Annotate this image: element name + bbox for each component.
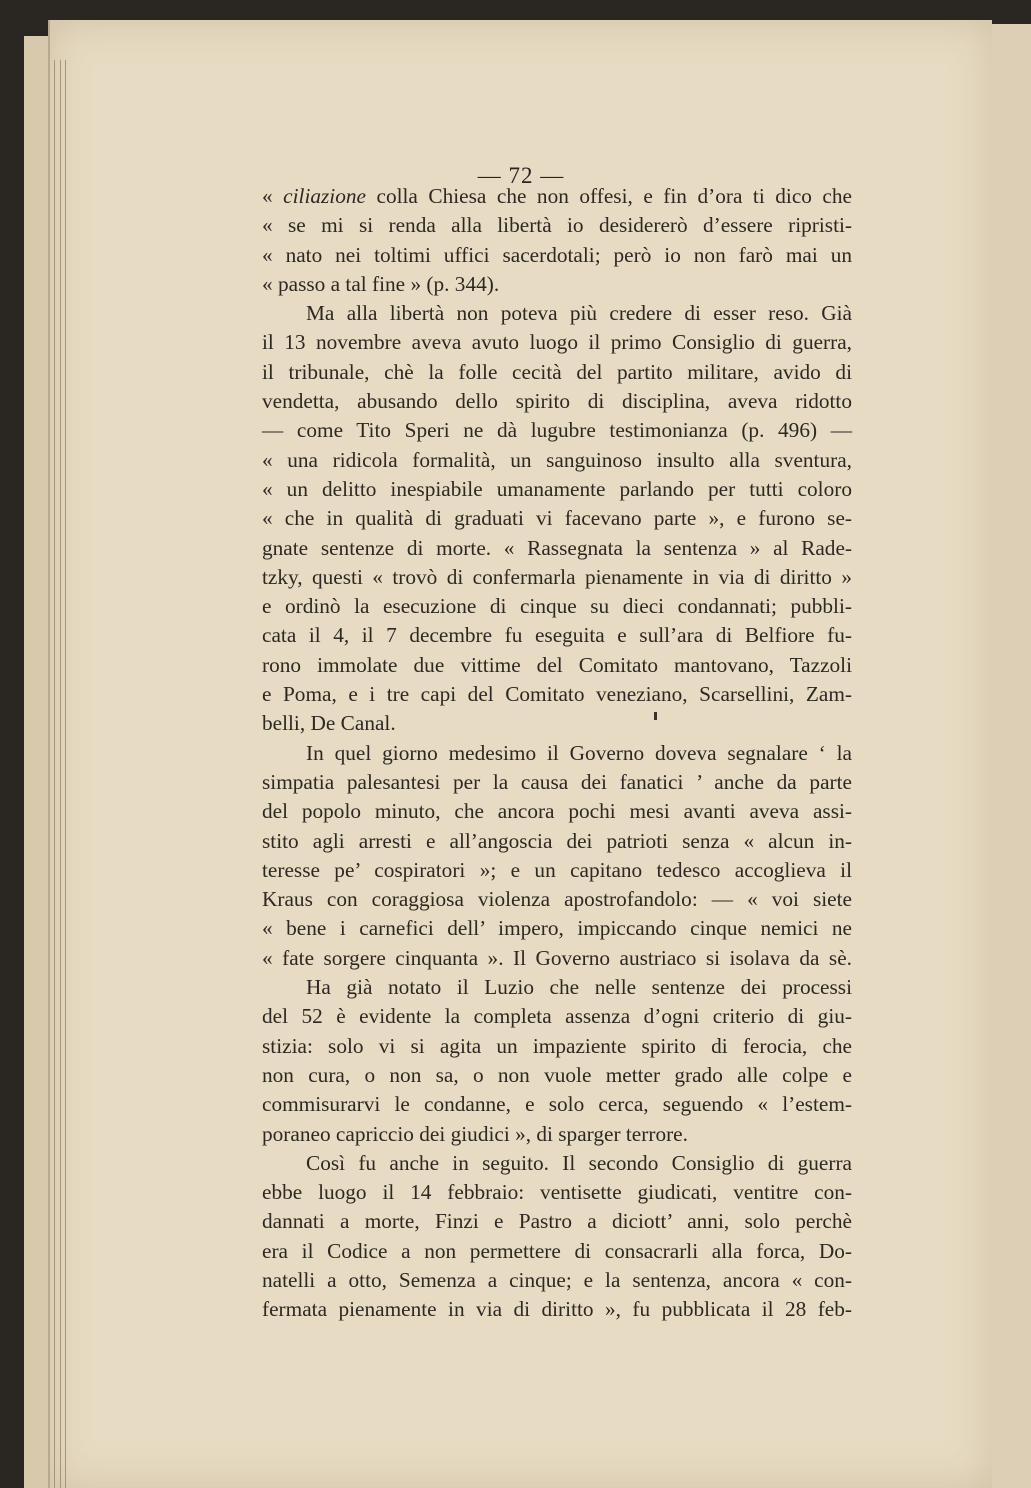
text-fragment: Ma alla libertà non poteva più credere di esser reso. Già [306,301,852,326]
text-fragment: vendetta, abusando dello spirito di disciplina, aveva ridotto [262,389,852,414]
text-fragment: non cura, o non sa, o non vuole metter grado alle colpe e [262,1062,852,1087]
text-fragment: rono immolate due vittime del Comitato mantovano, Tazzoli [262,652,852,677]
text-fragment: e ordinò la esecuzione di cinque su dieci condannati; pubbli- [262,594,852,619]
text-line [262,621,852,650]
text-fragment: stizia: solo vi si agita un impaziente spirito di ferocia, che [262,1033,852,1058]
text-fragment: simpatia palesantesi per la causa dei fanatici ’ anche da parte [262,769,852,794]
text-line [262,534,852,563]
text-fragment: « passo a tal fine » (p. 344). [262,271,500,296]
text-line [262,1207,852,1236]
text-fragment: il tribunale, chè la folle cecità del partito militare, avido di [262,359,852,384]
text-line [262,1149,852,1178]
text-fragment: del popolo minuto, che ancora pochi mesi avanti aveva assi- [262,799,852,824]
text-fragment: « che in qualità di graduati vi facevano parte », e furono se- [262,506,852,531]
text-line [262,1090,852,1119]
text-line [262,270,852,299]
text-line [262,1266,852,1295]
text-line [262,475,852,504]
text-fragment: « bene i carnefici dell’ impero, impiccando cinque nemici ne [262,916,852,941]
text-line [262,328,852,357]
text-line [262,241,852,270]
text-line [262,680,852,709]
text-fragment: natelli a otto, Semenza a cinque; e la sentenza, ancora « con- [262,1267,852,1292]
text-line [262,885,852,914]
text-fragment: e Poma, e i tre capi del Comitato veneziano, Scarsellini, Zam- [262,682,852,707]
text-fragment: Kraus con coraggiosa violenza apostrofandolo: — « voi siete [262,887,852,912]
body-text [262,182,852,1325]
page-edge-line [65,60,66,1488]
text-fragment: commisurarvi le condanne, e solo cerca, seguendo « l’estem- [262,1092,852,1117]
text-line [262,651,852,680]
text-line [262,1178,852,1207]
text-line [262,739,852,768]
text-line [262,182,852,211]
text-fragment: « [262,184,284,208]
text-fragment: tzky, questi « trovò di confermarla pienamente in via di diritto » [262,564,852,589]
text-fragment: dannati a morte, Finzi e Pastro a diciott’ anni, solo perchè [262,1209,852,1234]
text-line [262,709,852,738]
text-line [262,446,852,475]
page-number: — 72 — [477,163,565,188]
text-line [262,1295,852,1324]
text-fragment: poraneo capriccio dei giudici », di sparger terrore. [262,1121,688,1146]
text-fragment: — come Tito Speri ne dà lugubre testimonianza (p. 496) — [262,418,852,443]
page-edge-line [54,60,55,1488]
text-line [262,592,852,621]
text-line [262,914,852,943]
text-fragment: era il Codice a non permettere di consacrarli alla forca, Do- [262,1238,852,1263]
text-fragment: Così fu anche in seguito. Il secondo Consiglio di guerra [306,1150,852,1175]
text-fragment: « una ridicola formalità, un sanguinoso insulto alla sventura, [262,447,852,472]
text-fragment: belli, De Canal. [262,711,396,736]
text-line [262,387,852,416]
text-line [262,211,852,240]
text-line [262,973,852,1002]
text-line [262,358,852,387]
text-line [262,1061,852,1090]
text-fragment: « se mi si renda alla libertà io desidererò d’essere ripristi- [262,213,852,238]
text-fragment: ebbe luogo il 14 febbraio: ventisette giudicati, ventitre con- [262,1180,852,1205]
text-fragment: teresse pe’ cospiratori »; e un capitano tedesco accoglieva il [262,857,852,882]
text-fragment: Ha già notato il Luzio che nelle sentenze dei processi [306,975,852,1000]
text-line [262,944,852,973]
text-fragment: fermata pienamente in via di diritto », fu pubblicata il 28 feb- [262,1297,852,1322]
text-fragment: del 52 è evidente la completa assenza d’ogni criterio di giu- [262,1004,852,1029]
text-fragment: cata il 4, il 7 decembre fu eseguita e sull’ara di Belfiore fu- [262,623,852,648]
text-line [262,1120,852,1149]
ink-speck [654,712,657,720]
text-fragment: « nato nei toltimi uffici sacerdotali; però io non farò mai un [262,242,852,267]
text-fragment: colla Chiesa che non offesi, e fin d’ora ti dico che [365,184,852,208]
text-line [262,856,852,885]
text-fragment: stito agli arresti e all’angoscia dei patrioti senza « alcun in- [262,828,852,853]
text-line [262,768,852,797]
text-fragment: In quel giorno medesimo il Governo doveva segnalare ‘ la [306,740,852,765]
text-line [262,1002,852,1031]
page-edge-line [60,60,61,1488]
text-line [262,827,852,856]
text-line [262,1032,852,1061]
text-fragment: « un delitto inespiabile umanamente parlando per tutti coloro [262,476,852,501]
text-fragment: il 13 novembre aveva avuto luogo il primo Consiglio di guerra, [262,330,852,355]
text-line [262,299,852,328]
text-fragment: « fate sorgere cinquanta ». Il Governo austriaco si isolava da sè. [262,945,852,970]
text-line [262,797,852,826]
text-line [262,563,852,592]
text-line [262,1237,852,1266]
italic-text-fragment: ciliazione [283,184,366,208]
text-line [262,416,852,445]
text-fragment: gnate sentenze di morte. « Rassegnata la sentenza » al Rade- [262,535,852,560]
text-line [262,504,852,533]
